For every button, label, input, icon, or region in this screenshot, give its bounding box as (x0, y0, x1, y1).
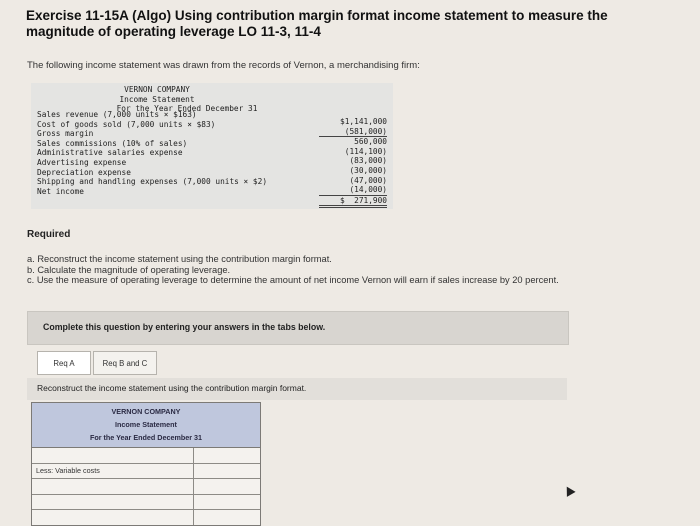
tab-instruction-text: Reconstruct the income statement using the contribution margin format. (37, 383, 307, 393)
form-row (32, 510, 260, 525)
required-item-b: b. Calculate the magnitude of operating leverage. (27, 264, 231, 275)
form-row-label-input[interactable] (32, 448, 194, 463)
form-row (32, 448, 260, 464)
statement-row-label: Shipping and handling expenses (7,000 units × $2) (37, 177, 268, 187)
required-heading: Required (27, 229, 71, 240)
statement-row-label: Cost of goods sold (7,000 units × $83) (37, 119, 216, 129)
statement-row-value: (47,000) (349, 175, 387, 185)
statement-row-value: 560,000 (354, 137, 387, 147)
statement-labels (37, 110, 267, 196)
form-row-amount-input[interactable] (194, 495, 260, 510)
statement-row-label: Sales revenue (7,000 units × $163) (37, 110, 197, 119)
instruction-text: Complete this question by entering your answers in the tabs below. (43, 322, 326, 332)
tab-req-a[interactable]: Req A (37, 351, 91, 375)
form-row (32, 479, 260, 495)
form-row (32, 495, 260, 511)
form-row-amount-input[interactable] (194, 464, 260, 479)
form-row-label-input[interactable] (32, 510, 194, 525)
form-company: VERNON COMPANY (111, 407, 181, 416)
form-row-amount-input[interactable] (194, 510, 260, 525)
form-row-label-input[interactable] (32, 479, 194, 494)
statement-row-value: (14,000) (319, 185, 387, 196)
form-header (32, 403, 260, 448)
form-period: For the Year Ended December 31 (89, 433, 203, 442)
contribution-margin-form (31, 402, 261, 526)
statement-row-label: Net income (37, 186, 84, 196)
statement-row-value: (114,100) (344, 146, 387, 156)
form-name: Income Statement (115, 420, 177, 429)
statement-row-label: Sales commissions (10% of sales) (37, 138, 188, 148)
statement-row-value: (581,000) (319, 127, 387, 138)
given-income-statement (31, 83, 393, 209)
exercise-title: Exercise 11-15A (Algo) Using contribution margin format income statement to measure the magnitude of operating leverage LO 11-3, 11-4 (26, 8, 608, 39)
statement-row-label: Depreciation expense (37, 167, 131, 177)
form-row (32, 464, 260, 480)
statement-company: VERNON COMPANY (124, 85, 190, 94)
statement-row-label: Gross margin (37, 129, 94, 139)
mouse-cursor-icon (562, 484, 575, 497)
tab-bar (37, 351, 157, 375)
form-row-amount-input[interactable] (194, 479, 260, 494)
statement-name: Income Statement (119, 94, 195, 104)
statement-row-value: (83,000) (349, 156, 387, 166)
form-row-label-input[interactable] (32, 495, 194, 510)
statement-row-label: Administrative salaries expense (37, 148, 183, 158)
statement-row-label: Advertising expense (37, 157, 127, 167)
statement-row-value: $1,141,000 (340, 117, 387, 126)
statement-period: For the Year Ended December 31 (116, 104, 258, 114)
instruction-bar (27, 311, 569, 345)
required-item-a: a. Reconstruct the income statement using the contribution margin format. (27, 254, 332, 264)
statement-row-value: (30,000) (349, 165, 387, 175)
form-row-label: Less: Variable costs (32, 464, 194, 479)
form-row-amount-input[interactable] (194, 448, 260, 463)
statement-values (319, 117, 387, 208)
tab-req-b-and-c[interactable]: Req B and C (93, 351, 157, 375)
tab-instruction-bar (27, 378, 567, 400)
required-item-c: c. Use the measure of operating leverage to determine the amount of net income Vernon will earn if sales increase by 20 percent. (27, 275, 559, 285)
required-list (27, 254, 559, 286)
statement-row-value: $ 271,900 (319, 196, 387, 209)
intro-text: The following income statement was drawn from the records of Vernon, a merchandising firm: (27, 60, 420, 71)
